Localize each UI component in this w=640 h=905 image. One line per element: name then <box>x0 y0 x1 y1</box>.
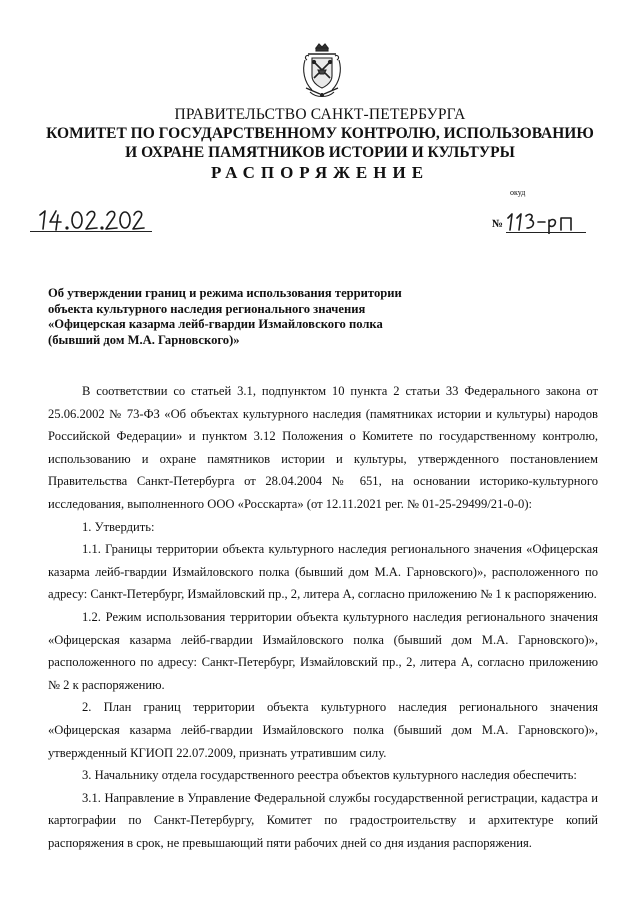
handwritten-number <box>505 210 575 234</box>
paragraph-item-1: 1. Утвердить: <box>82 519 155 534</box>
document-title <box>48 286 428 348</box>
title-line: Об утверждении границ и режима использования территории <box>48 286 402 300</box>
committee-line-1: КОМИТЕТ ПО ГОСУДАРСТВЕННОМУ КОНТРОЛЮ, ИСПОЛЬЗОВАНИЮ <box>46 125 594 142</box>
coat-of-arms-icon <box>300 42 344 100</box>
paragraph-item-2: 2. План границ территории объекта культурного наследия регионального значения «Офицерская казарма лейб-гвардии Измайловского полка (бывший дом М.А. Гарновского)», утвержденный КГИОП 22.07.2009, признать утратившим силу. <box>48 700 598 760</box>
paragraph-preamble: В соответствии со статьей 3.1, подпунктом 10 пункта 2 статьи 33 Федерального закона от 25.06.2002 № 73-ФЗ «Об объектах культурного наследия (памятниках истории и культуры) народов Российской Федерации» и пунктом 3.12 Положения о Комитете по государственному контролю, использованию и охране памятников истории и культуры, утвержденного постановлением Правительства Санкт-Петербурга от 28.04.2004 № 651, на основании историко-культурного исследования, выполненного ООО «Росскарта» (от 12.11.2021 рег. № 01-25-29499/21-0-0): <box>48 384 598 511</box>
committee-name <box>0 124 640 162</box>
document-type: РАСПОРЯЖЕНИЕ <box>210 163 430 182</box>
title-line: (бывший дом М.А. Гарновского)» <box>48 332 240 347</box>
paragraph-item-1-1: 1.1. Границы территории объекта культурного наследия регионального значения «Офицерская казарма лейб-гвардии Измайловского полка (бывший дом М.А. Гарновского)», расположенного по адресу: Санкт-Петербург, Измайловский пр., 2, литера А, согласно приложению № 1 к распоряжению. <box>48 542 598 602</box>
okud-label: окуд <box>510 188 526 197</box>
title-line: «Офицерская казарма лейб-гвардии Измайловского полка <box>48 317 383 332</box>
government-name: ПРАВИТЕЛЬСТВО САНКТ-ПЕТЕРБУРГА <box>174 106 466 123</box>
date-underline <box>30 231 152 232</box>
committee-line-2: И ОХРАНЕ ПАМЯТНИКОВ ИСТОРИИ И КУЛЬТУРЫ <box>125 144 515 161</box>
number-underline <box>506 232 586 233</box>
paragraph-item-3-1: 3.1. Направление в Управление Федеральной службы государственной регистрации, кадастра и картографии по Санкт-Петербургу, Комитет по градостроительству и архитектуре копий распоряжения в срок, не превышающий пяти рабочих дней со дня издания распоряжения. <box>48 790 598 850</box>
document-body <box>48 380 598 854</box>
number-label: № <box>492 218 504 230</box>
paragraph-item-3: 3. Начальнику отдела государственного реестра объектов культурного наследия обеспечить: <box>82 768 577 783</box>
handwritten-date <box>36 205 148 233</box>
paragraph-item-1-2: 1.2. Режим использования территории объекта культурного наследия регионального значения «Офицерская казарма лейб-гвардии Измайловского полка (бывший дом М.А. Гарновского)», расположенного по адресу: Санкт-Петербург, Измайловский пр., 2, литера А, согласно приложению № 2 к распоряжению. <box>48 609 598 692</box>
title-line: объекта культурного наследия регионального значения <box>48 301 366 316</box>
